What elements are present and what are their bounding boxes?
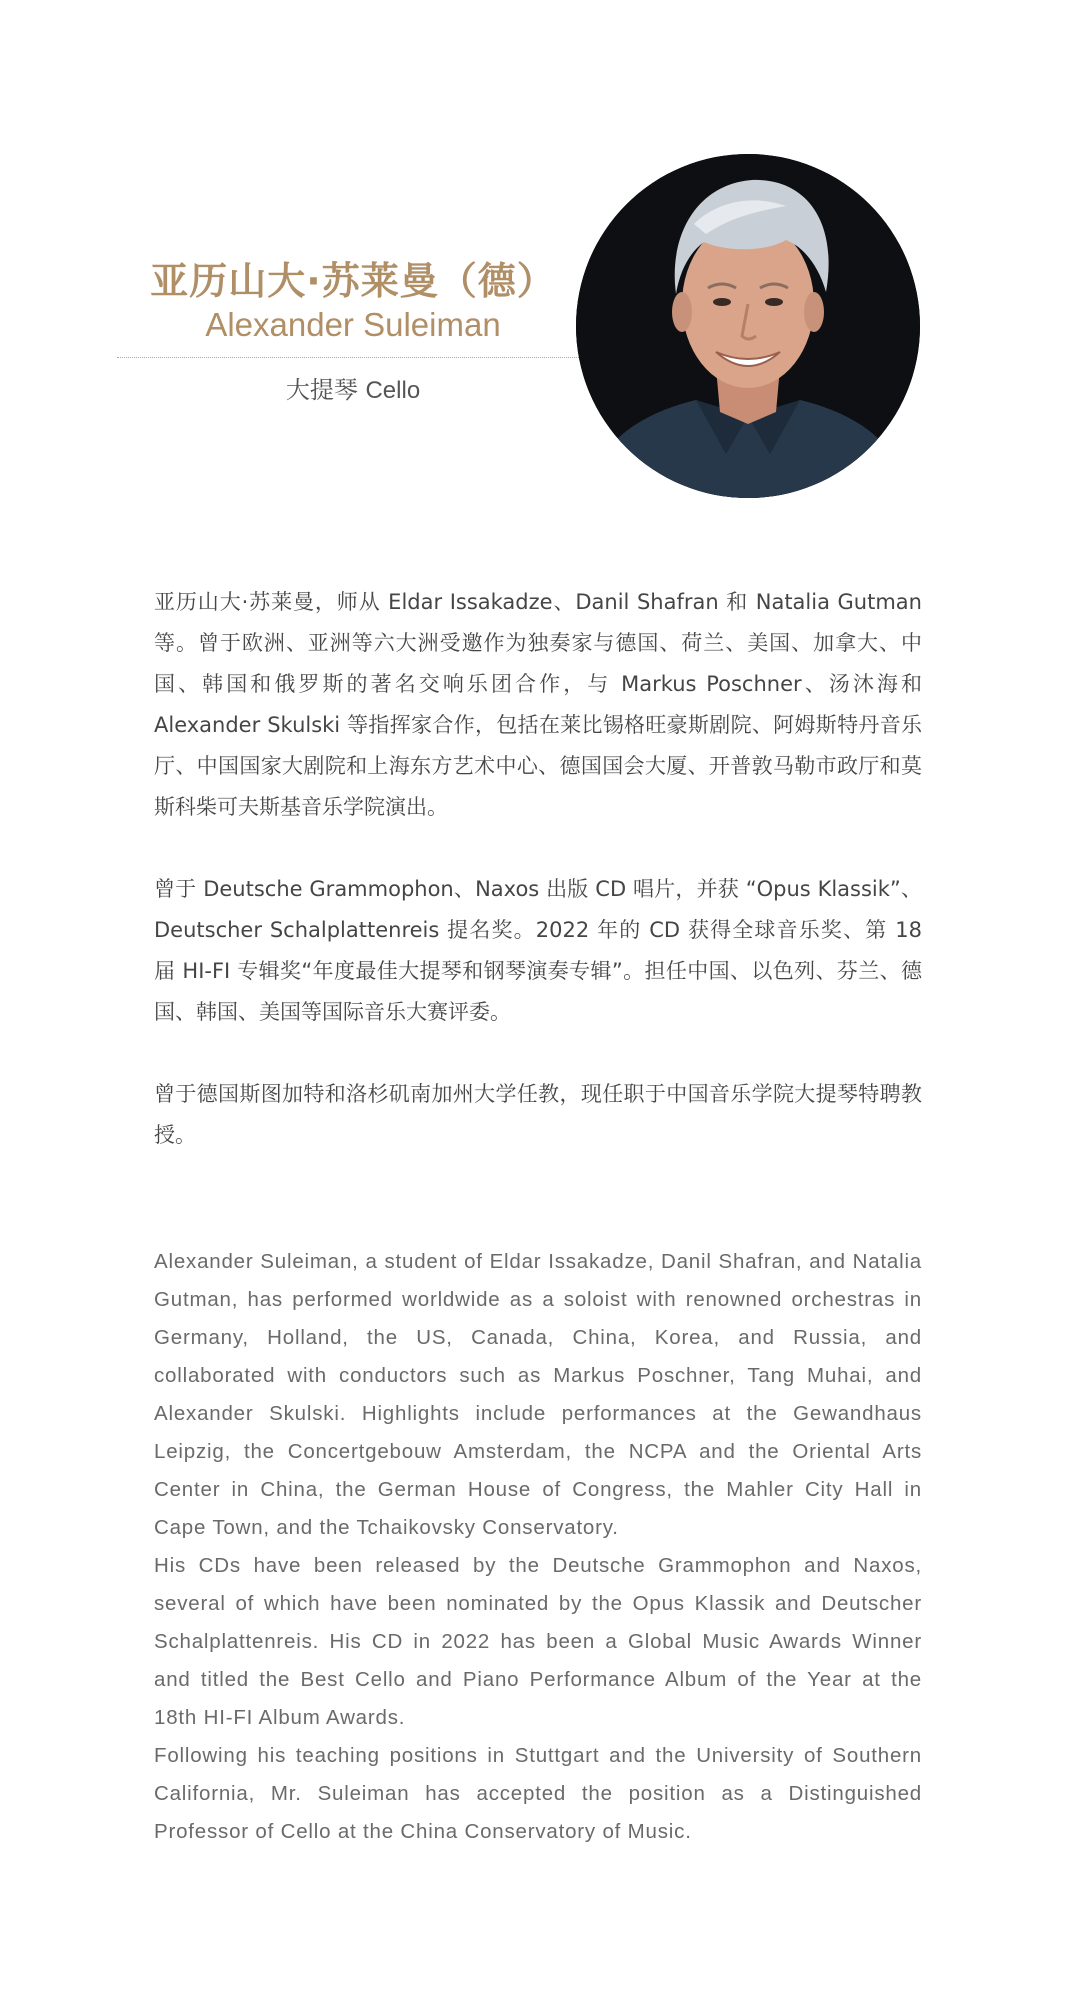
artist-name-english: Alexander Suleiman	[205, 306, 501, 343]
dotted-divider	[117, 357, 587, 358]
artist-portrait	[576, 154, 920, 498]
instrument-english: Cello	[365, 377, 421, 404]
bio-paragraph: 曾于 Deutsche Grammophon、Naxos 出版 CD 唱片，并获 “Opus Klassik”、Deutscher Schalplattenreis 提名奖。2022 年的 CD 获得全球音乐奖、第 18 届 HI-FI 专辑奖“年度最佳大提琴和钢琴演奏专辑”。担任中国、以色列、芬兰、德国、韩国、美国等国际音乐大赛评委。	[154, 877, 922, 1024]
artist-instrument	[118, 370, 588, 405]
biography-chinese	[154, 582, 922, 1156]
biography-english	[154, 1243, 922, 1851]
instrument-chinese: 大提琴	[285, 376, 358, 404]
artist-name-chinese: 亚历山大·苏莱曼（德）	[150, 259, 556, 303]
bio-paragraph: Alexander Suleiman, a student of Eldar Issakadze, Danil Shafran, and Natalia Gutman, has performed worldwide as a soloist with renowned orchestras in Germany, Holland, the US, Canada, China, Korea, and Russia, and collaborated with conductors such as Markus Poschner, Tang Muhai, and Alexander Skulski. Highlights include performances at the Gewandhaus Leipzig, the Concertgebouw Amsterdam, the NCPA and the Oriental Arts Center in China, the German House of Congress, the Mahler City Hall in Cape Town, and the Tchaikovsky Conservatory.	[154, 1250, 922, 1539]
portrait-photo-icon	[576, 154, 920, 498]
artist-header	[0, 0, 1080, 520]
bio-paragraph: His CDs have been released by the Deutsche Grammophon and Naxos, several of which have been nominated by the Opus Klassik and Deutscher Schalplattenreis. His CD in 2022 has been a Global Music Awards Winner and titled the Best Cello and Piano Performance Album of the Year at the 18th HI-FI Album Awards.	[154, 1554, 922, 1729]
bio-paragraph: 亚历山大·苏莱曼，师从 Eldar Issakadze、Danil Shafran 和 Natalia Gutman 等。曾于欧洲、亚洲等六大洲受邀作为独奏家与德国、荷兰、美国、加拿大、中国、韩国和俄罗斯的著名交响乐团合作，与 Markus Poschner、汤沐海和 Alexander Skulski 等指挥家合作，包括在莱比锡格旺豪斯剧院、阿姆斯特丹音乐厅、中国国家大剧院和上海东方艺术中心、德国国会大厦、开普敦马勒市政厅和莫斯科柴可夫斯基音乐学院演出。	[154, 590, 922, 819]
bio-paragraph: 曾于德国斯图加特和洛杉矶南加州大学任教，现任职于中国音乐学院大提琴特聘教授。	[154, 1082, 922, 1147]
bio-paragraph: Following his teaching positions in Stuttgart and the University of Southern California, Mr. Suleiman has accepted the position as a Distinguished Professor of Cello at the China Conservatory of Music.	[154, 1744, 922, 1843]
